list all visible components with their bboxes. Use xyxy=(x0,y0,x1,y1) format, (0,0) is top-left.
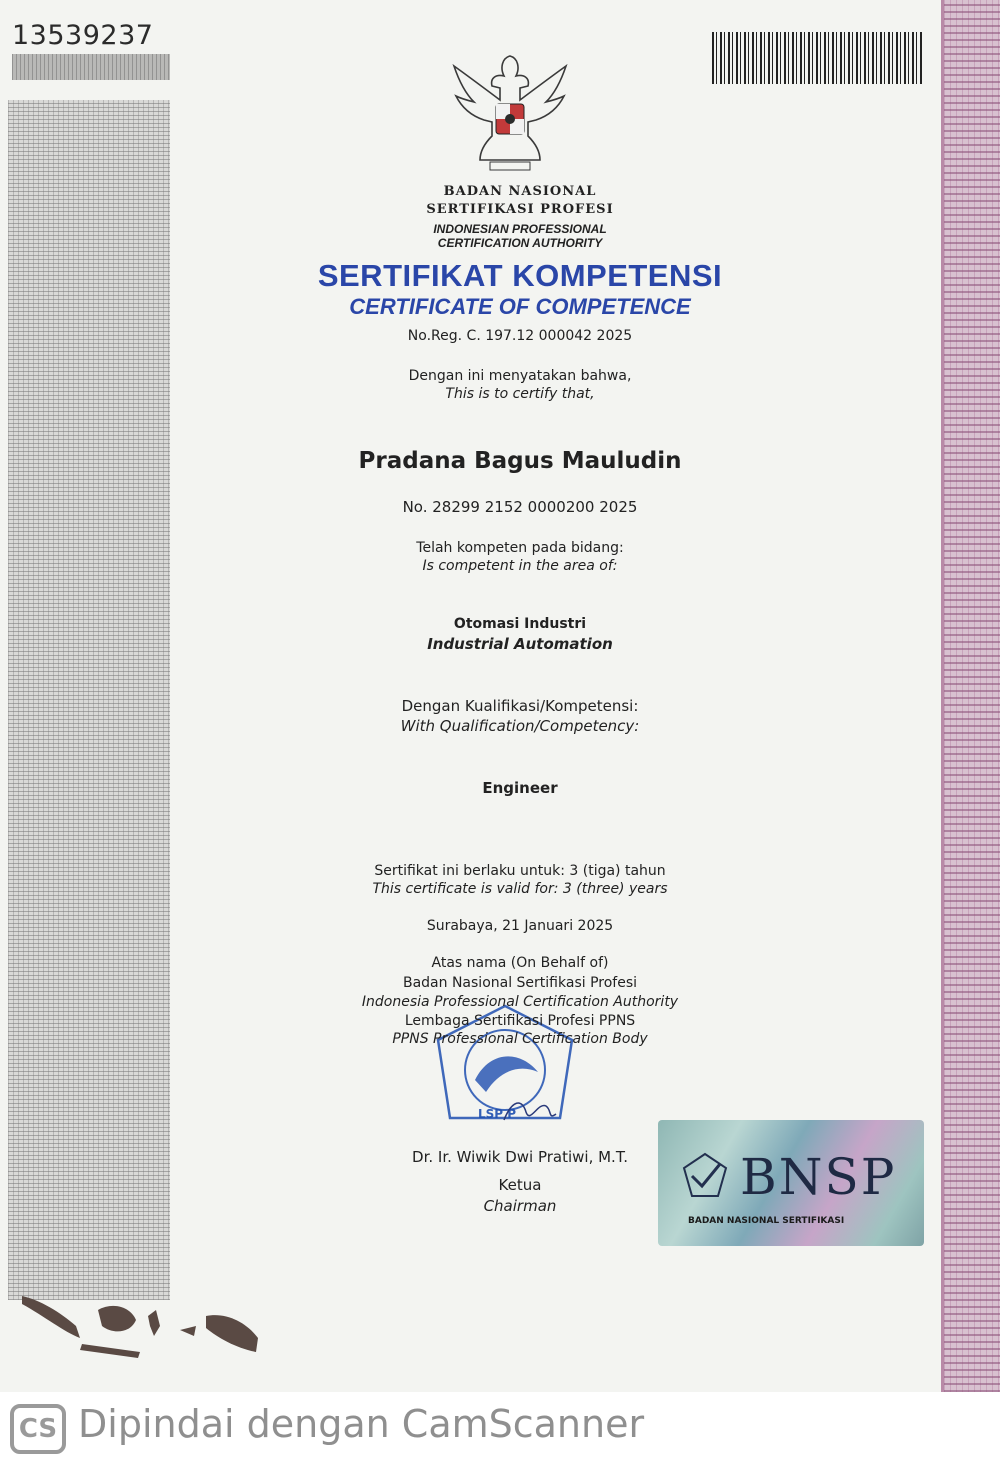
qualification-label-en: With Qualification/Competency: xyxy=(400,717,640,735)
authority-name-line2: SERTIFIKASI PROFESI xyxy=(426,202,614,217)
competence-area-en: Industrial Automation xyxy=(427,635,613,653)
authority-name-line1: BADAN NASIONAL xyxy=(443,184,597,199)
certify-text-en: This is to certify that, xyxy=(445,386,595,402)
certificate-title: SERTIFIKAT KOMPETENSI xyxy=(317,258,723,293)
holder-name: Pradana Bagus Mauludin xyxy=(358,448,682,474)
hologram-emblem-icon xyxy=(678,1150,732,1200)
behalf-line3: Indonesia Professional Certification Authority xyxy=(361,994,679,1010)
holder-number: No. 28299 2152 0000200 2025 xyxy=(402,498,638,516)
indonesia-map-icon xyxy=(20,1286,260,1366)
certificate-subtitle: CERTIFICATE OF COMPETENCE xyxy=(349,294,691,319)
hologram-logo: BNSP xyxy=(740,1148,897,1206)
signature-mark xyxy=(500,1090,560,1130)
qualification-value: Engineer xyxy=(482,779,558,797)
authority-name-en-line1: INDONESIAN PROFESSIONAL xyxy=(433,222,607,236)
competence-area-id: Otomasi Industri xyxy=(453,616,587,632)
behalf-line4: Lembaga Sertifikasi Profesi PPNS xyxy=(404,1013,636,1029)
garuda-emblem-icon xyxy=(444,48,576,174)
camscanner-logo: CS xyxy=(10,1404,66,1454)
behalf-line1: Atas nama (On Behalf of) xyxy=(431,955,609,971)
validity-text-en: This certificate is valid for: 3 (three) years xyxy=(372,881,668,897)
hologram-text: BADAN NASIONAL SERTIFIKASI xyxy=(688,1216,845,1226)
validity-text-id: Sertifikat ini berlaku untuk: 3 (tiga) tahun xyxy=(374,863,666,879)
stamp-text: LSP P xyxy=(478,1107,517,1121)
serial-number: 13539237 xyxy=(12,20,154,51)
signatory-name: Dr. Ir. Wiwik Dwi Pratiwi, M.T. xyxy=(412,1148,628,1166)
behalf-line5: PPNS Professional Certification Body xyxy=(392,1031,648,1047)
signatory-title-id: Ketua xyxy=(498,1176,542,1194)
signatory-title-en: Chairman xyxy=(483,1197,557,1215)
competent-text-id: Telah kompeten pada bidang: xyxy=(416,540,624,556)
competent-text-en: Is competent in the area of: xyxy=(422,558,618,574)
barcode xyxy=(712,32,924,84)
behalf-line2: Badan Nasional Sertifikasi Profesi xyxy=(402,975,638,991)
security-strip-top xyxy=(12,54,170,80)
bnsp-hologram xyxy=(658,1120,924,1246)
registration-number: No.Reg. C. 197.12 000042 2025 xyxy=(407,328,633,344)
authority-name-en-line2: CERTIFICATION AUTHORITY xyxy=(437,236,603,250)
qualification-label-id: Dengan Kualifikasi/Kompetensi: xyxy=(401,697,639,715)
certify-text-id: Dengan ini menyatakan bahwa, xyxy=(408,368,632,384)
camscanner-watermark: Dipindai dengan CamScanner xyxy=(78,1402,645,1446)
place-date: Surabaya, 21 Januari 2025 xyxy=(426,918,614,934)
